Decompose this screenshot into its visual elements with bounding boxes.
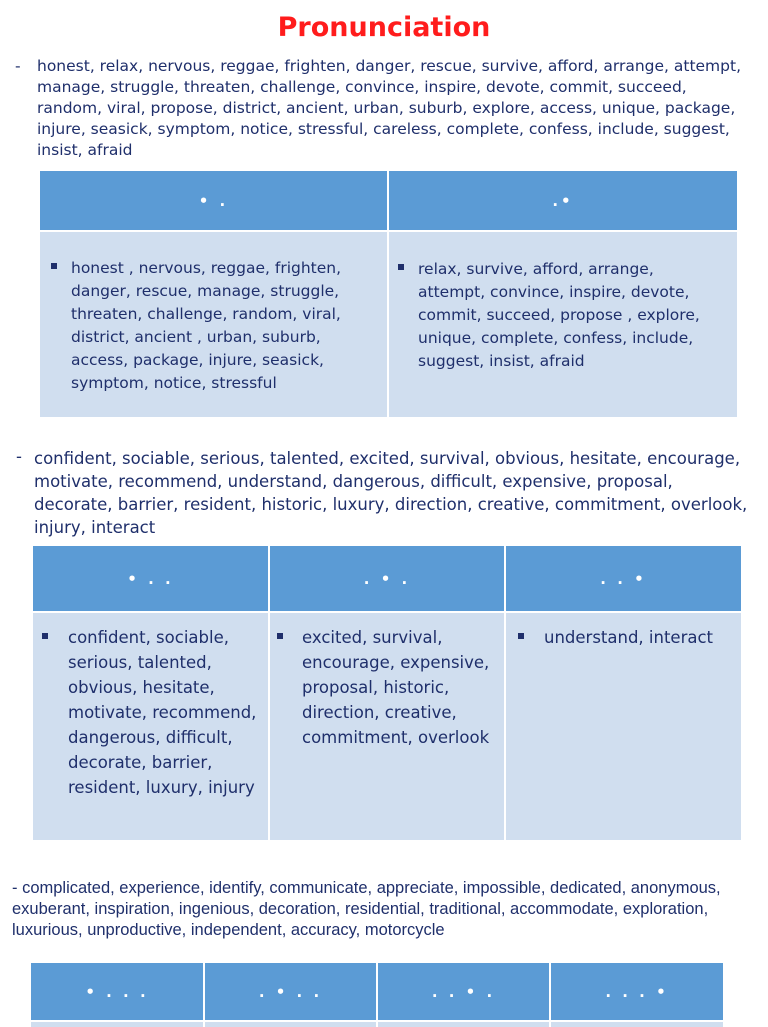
word-list-1: [15, 56, 747, 161]
cell-text: confident, sociable, serious, talented, obvious, hesitate, motivate, recommend, dangerous, difficult, decorate, barrier, resident, luxury, injury: [68, 628, 257, 797]
word-list-3-text: - complicated, experience, identify, communicate, appreciate, impossible, dedicated, anonymous, exuberant, inspiration, ingenious, decoration, residential, traditional, accommodate, exploration, luxurious, unproductive, independent, accuracy, motorcycle: [12, 879, 721, 939]
page-title: Pronunciation: [277, 12, 491, 43]
table-cell: [269, 612, 505, 840]
header-stress-second: .•: [388, 171, 737, 231]
word-list-3: [12, 878, 760, 941]
header-stress-third: . . •: [505, 546, 741, 612]
bullet-icon: [51, 263, 57, 269]
dash-marker: -: [16, 447, 22, 466]
bullet-icon: [398, 264, 404, 270]
header-stress-third: . . • .: [377, 963, 550, 1021]
bullet-icon: [42, 633, 48, 639]
table-cell: [388, 231, 737, 417]
header-stress-second: . • .: [269, 546, 505, 612]
word-list-1-text: honest, relax, nervous, reggae, frighten, danger, rescue, survive, afford, arrange, attempt, manage, struggle, threaten, challenge, convince, inspire, devote, commit, succeed, random, viral, propose, district, ancient, urban, suburb, explore, access, unique, package, injure, seasick, symptom, notice, stressful, careless, complete, confess, include, suggest, insist, afraid: [37, 57, 742, 159]
table-cell: [505, 612, 741, 840]
word-list-2-text: confident, sociable, serious, talented, excited, survival, obvious, hesitate, encourage, motivate, recommend, understand, dangerous, difficult, expensive, proposal, decorate, barrier, resident, historic, luxury, direction, creative, commitment, overlook, injury, interact: [34, 449, 748, 537]
stress-table-2: [33, 546, 741, 840]
stress-table-1: [40, 171, 737, 417]
table-cell: [33, 612, 269, 840]
cell-text: understand, interact: [544, 628, 714, 647]
bullet-icon: [277, 633, 283, 639]
table-cell: [31, 1021, 204, 1027]
cell-text: excited, survival, encourage, expensive, proposal, historic, direction, creative, commitment, overlook: [302, 628, 490, 747]
table-cell: [550, 1021, 723, 1027]
cell-text: relax, survive, afford, arrange, attempt, convince, inspire, devote, commit, succeed, propose , explore, unique, complete, confess, include, suggest, insist, afraid: [418, 260, 700, 370]
cell-text: honest , nervous, reggae, frighten, danger, rescue, manage, struggle, threaten, challenge, random, viral, district, ancient , urban, suburb, access, package, injure, seasick, symptom, notice, stressful: [71, 259, 342, 392]
bullet-icon: [518, 633, 524, 639]
table-cell: [377, 1021, 550, 1027]
word-list-2: [16, 447, 750, 539]
header-stress-first: • . .: [33, 546, 269, 612]
table-cell: [40, 231, 388, 417]
header-stress-second: . • . .: [204, 963, 377, 1021]
stress-table-3: [31, 963, 723, 1027]
header-stress-first: • . . .: [31, 963, 204, 1021]
header-stress-fourth: . . . •: [550, 963, 723, 1021]
header-stress-first: • .: [40, 171, 388, 231]
dash-marker: -: [15, 57, 21, 75]
table-cell: [204, 1021, 377, 1027]
